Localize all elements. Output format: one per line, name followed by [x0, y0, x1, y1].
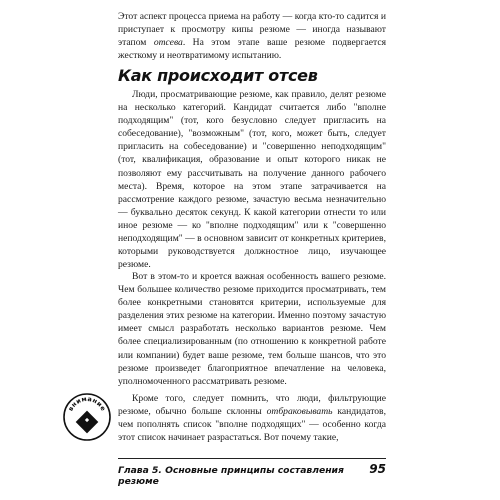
paragraph-1: Люди, просматривающие резюме, как правило, делят резюме на несколько категорий. Кандидат считается либо "вполне подходящим" (тот, кого безусловно следует пригласить на собеседование), "возможным" (тот, кого, может быть, следует пригласить на собеседование) и "совершенно неподходящим" (тот, квалификация, образование и опыт которого никак не позволяют ему рассчитывать на получение данного рабочего места). Время, которое на этом этапе затрачивается на рассмотрение каждого резюме, зачастую весьма незначительно — буквально десяток секунд. К какой категории отнести то или иное резюме — ко "вполне подходящим" или к "совершенно неподходящим" — в основном зависит от конкретных критериев, которыми руководствуется должностное лицо, изучающее резюме. — [118, 89, 386, 271]
section-heading: Как происходит отсев — [118, 66, 318, 85]
p3-text-after: кандидатов, чем пополнять список "вполне подходящих" — особенно когда этот список начинает разрастаться. Вот почему такие, — [118, 406, 386, 444]
chapter-title: Глава 5. Основные принципы составления резюме — [118, 465, 344, 487]
intro-paragraph — [118, 10, 386, 62]
intro-text-after: . На этом этапе ваше резюме подвергается жесткому и неотвратимому испытанию. — [118, 37, 387, 62]
icon-label: внимание — [66, 394, 108, 413]
p3-term: отбраковывать — [266, 406, 333, 418]
intro-text-before: Этот аспект процесса приема на работу — когда кто-то садится и приступает к просмотру кипы резюме — иногда называют этапом — [118, 11, 386, 49]
page-number: 95 — [369, 462, 386, 476]
attention-warning-icon — [62, 392, 112, 442]
p3-text-before: Кроме того, следует помнить, что люди, фильтрующие резюме, обычно больше склонны — [118, 393, 386, 418]
paragraph-3 — [118, 392, 386, 444]
running-footer — [118, 458, 386, 487]
paragraph-2: Вот в этом-то и кроется важная особенность вашего резюме. Чем большее количество резюме приходится просматривать, тем более конкретными становятся критерии, используемые для разделения этих резюме на категории. Именно поэтому зачастую имеет смысл разработать несколько вариантов резюме. Чем более специализированным (по отношению к конкретной работе или компании) будет ваше резюме, тем больше шансов, что это резюме произведет благоприятное впечатление на человека, уполномоченного рассматривать резюме. — [118, 271, 386, 387]
intro-term: отсева — [153, 37, 183, 49]
